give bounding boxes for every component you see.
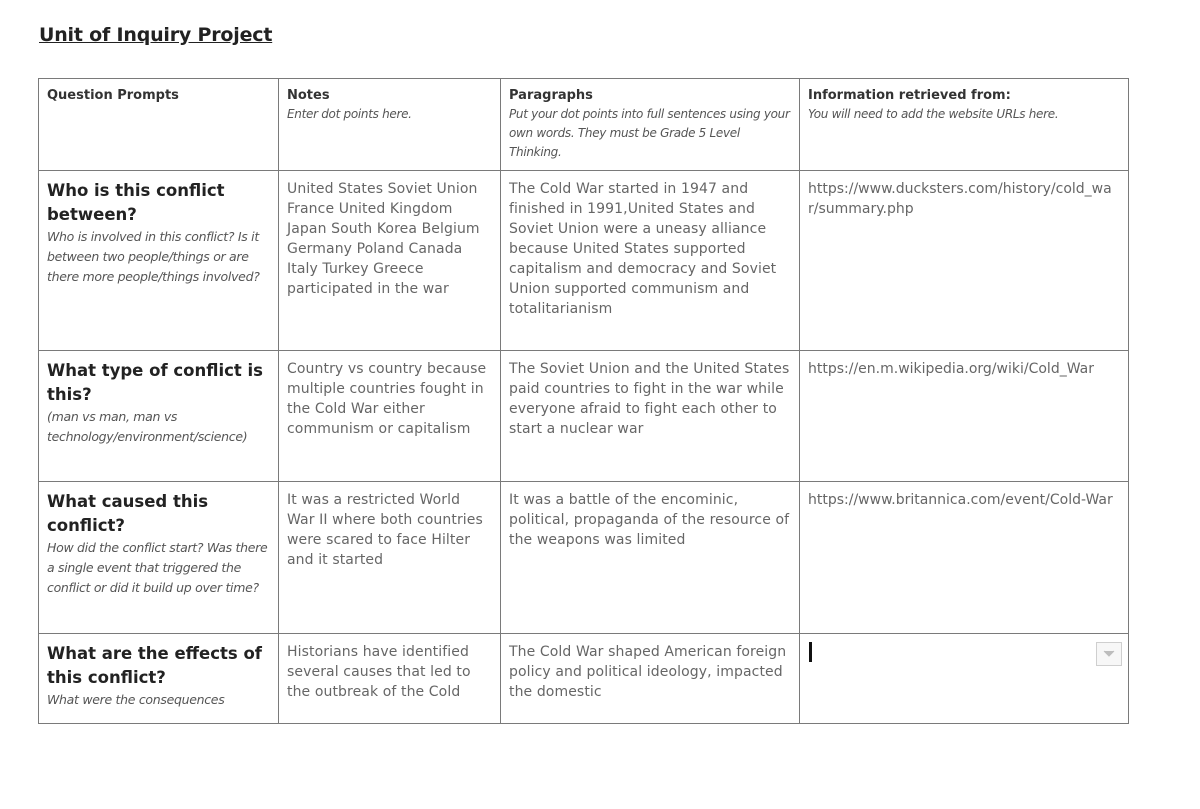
header-instruction: Put your dot points into full sentences using your own words. They must be Grade 5 Level Thinking. xyxy=(509,107,790,159)
notes-text: It was a restricted World War II where both countries were scared to face Hilter and it started xyxy=(287,492,483,568)
header-label: Question Prompts xyxy=(47,88,179,103)
table-row xyxy=(39,482,1129,634)
paragraph-text: The Soviet Union and the United States paid countries to fight in the war while everyone afraid to fight each other to start a nuclear war xyxy=(509,361,790,437)
table-row xyxy=(39,634,1129,724)
notes-text: United States Soviet Union France United Kingdom Japan South Korea Belgium Germany Poland Canada Italy Turkey Greece participated in the war xyxy=(287,181,480,297)
paragraph-text: The Cold War started in 1947 and finished in 1991,United States and Soviet Union were a uneasy alliance because United States supported capitalism and democracy and Soviet Union supported communism and totalitarianism xyxy=(509,181,777,317)
notes-text: Historians have identified several causes that led to the outbreak of the Cold xyxy=(287,644,471,700)
notes-cell[interactable] xyxy=(279,634,501,724)
question-cell[interactable] xyxy=(39,634,279,724)
question-label: What caused this conflict? xyxy=(47,492,209,535)
dropdown-button[interactable] xyxy=(1096,642,1122,666)
question-label: What type of conflict is this? xyxy=(47,361,263,404)
notes-cell[interactable] xyxy=(279,482,501,634)
source-url: https://www.ducksters.com/history/cold_war/summary.php xyxy=(808,181,1112,217)
header-cell-notes[interactable] xyxy=(279,79,501,171)
paragraph-cell[interactable] xyxy=(501,482,800,634)
header-label: Information retrieved from: xyxy=(808,88,1011,103)
header-cell-question-prompts[interactable] xyxy=(39,79,279,171)
document-title: Unit of Inquiry Project xyxy=(39,24,273,46)
table-header-row xyxy=(39,79,1129,171)
source-url: https://www.britannica.com/event/Cold-War xyxy=(808,492,1113,508)
question-label: Who is this conflict between? xyxy=(47,181,225,224)
notes-cell[interactable] xyxy=(279,351,501,482)
source-url: https://en.m.wikipedia.org/wiki/Cold_War xyxy=(808,361,1094,377)
header-cell-paragraphs[interactable] xyxy=(501,79,800,171)
header-label: Notes xyxy=(287,88,330,103)
question-label: What are the effects of this conflict? xyxy=(47,644,262,687)
table-row xyxy=(39,351,1129,482)
source-cell[interactable] xyxy=(800,171,1129,351)
question-hint: Who is involved in this conflict? Is it between two people/things or are there more people/things involved? xyxy=(47,229,260,284)
paragraph-text: The Cold War shaped American foreign policy and political ideology, impacted the domestic xyxy=(509,644,787,700)
header-label: Paragraphs xyxy=(509,88,593,103)
question-cell[interactable] xyxy=(39,171,279,351)
question-hint: What were the consequences xyxy=(47,692,225,707)
text-cursor-icon xyxy=(809,642,812,662)
header-instruction: Enter dot points here. xyxy=(287,107,412,121)
source-cell-active[interactable] xyxy=(800,634,1129,724)
question-cell[interactable] xyxy=(39,351,279,482)
source-cell[interactable] xyxy=(800,482,1129,634)
header-cell-information-source[interactable] xyxy=(800,79,1129,171)
question-cell[interactable] xyxy=(39,482,279,634)
inquiry-table xyxy=(38,78,1129,724)
question-hint: How did the conflict start? Was there a single event that triggered the conflict or did it build up over time? xyxy=(47,540,268,595)
source-cell[interactable] xyxy=(800,351,1129,482)
notes-text: Country vs country because multiple countries fought in the Cold War either communism or capitalism xyxy=(287,361,487,437)
paragraph-text: It was a battle of the encominic, political, propaganda of the resource of the weapons was limited xyxy=(509,492,790,548)
paragraph-cell[interactable] xyxy=(501,634,800,724)
paragraph-cell[interactable] xyxy=(501,351,800,482)
notes-cell[interactable] xyxy=(279,171,501,351)
table-row xyxy=(39,171,1129,351)
question-hint: (man vs man, man vs technology/environment/science) xyxy=(47,409,248,444)
paragraph-cell[interactable] xyxy=(501,171,800,351)
chevron-down-icon xyxy=(1103,650,1115,658)
header-instruction: You will need to add the website URLs here. xyxy=(808,107,1059,121)
